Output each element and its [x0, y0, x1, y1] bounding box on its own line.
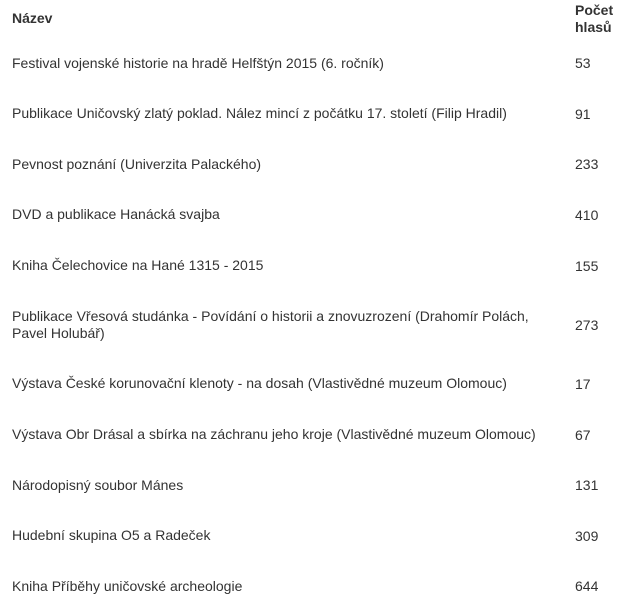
table-row	[0, 460, 624, 510]
row-name: DVD a publikace Hanácká svajba	[12, 206, 220, 222]
table-row	[0, 38, 624, 88]
header-votes[interactable]	[575, 2, 623, 36]
header-votes-line1: Počet	[575, 2, 614, 18]
row-votes: 410	[575, 206, 599, 223]
row-votes: 131	[575, 477, 599, 493]
table-row	[0, 561, 624, 611]
table-row	[0, 139, 624, 189]
row-name: Výstava Obr Drásal a sbírka na záchranu jeho kroje (Vlastivědné muzeum Olomouc)	[12, 426, 536, 442]
table-body	[0, 38, 624, 611]
table-row	[0, 189, 624, 240]
row-name: Hudební skupina O5 a Radeček	[12, 527, 211, 543]
header-votes-line2: hlasů	[575, 19, 612, 35]
row-name: Výstava České korunovační klenoty - na dosah (Vlastivědné muzeum Olomouc)	[12, 375, 507, 391]
row-votes: 233	[575, 156, 599, 172]
table-row	[0, 291, 624, 358]
row-votes: 155	[575, 257, 599, 274]
header-name[interactable]: Název	[12, 10, 53, 26]
row-votes: 309	[575, 527, 599, 544]
table-row	[0, 88, 624, 139]
table-row	[0, 358, 624, 409]
table-row	[0, 240, 624, 291]
table-row	[0, 510, 624, 561]
row-name: Festival vojenské historie na hradě Helfštýn 2015 (6. ročník)	[12, 54, 384, 71]
row-name: Národopisný soubor Mánes	[12, 476, 184, 493]
table-row	[0, 409, 624, 460]
row-name: Pevnost poznání (Univerzita Palackého)	[12, 155, 262, 172]
row-votes: 91	[575, 105, 591, 122]
row-name: Publikace Vřesová studánka - Povídání o historii a znovuzrození (Drahomír Polách, Pavel Holubář)	[12, 307, 529, 341]
row-name: Publikace Uničovský zlatý poklad. Nález mincí z počátku 17. století (Filip Hradil)	[12, 105, 507, 121]
row-votes: 53	[575, 55, 591, 71]
row-votes: 17	[575, 375, 591, 392]
table-header	[0, 0, 624, 38]
row-name: Kniha Čelechovice na Hané 1315 - 2015	[12, 257, 264, 273]
row-name: Kniha Příběhy uničovské archeologie	[12, 577, 243, 594]
row-votes: 644	[575, 578, 599, 594]
row-votes: 67	[575, 426, 591, 443]
row-votes: 273	[575, 316, 599, 333]
